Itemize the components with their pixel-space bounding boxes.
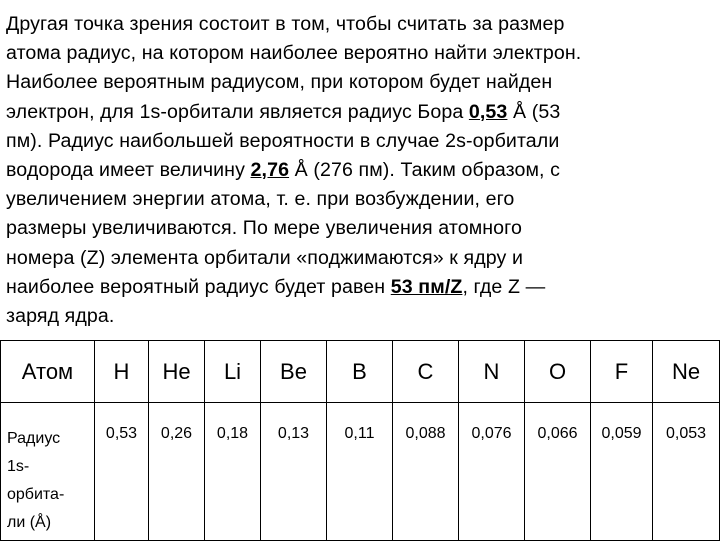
text-segment: Наиболее вероятным радиусом, при котором будет найден	[6, 71, 553, 94]
text-line	[6, 127, 712, 156]
radius-cell: 0,076	[459, 403, 525, 541]
radius-cell: 0,053	[653, 403, 720, 541]
text-line	[6, 156, 712, 185]
row-label-line: Радиус	[7, 430, 61, 447]
text-segment: заряд ядра.	[6, 305, 115, 328]
text-line	[6, 98, 712, 127]
text-line	[6, 302, 712, 331]
text-line	[6, 68, 712, 97]
text-line	[6, 185, 712, 214]
element-cell: N	[459, 341, 525, 403]
text-line	[6, 10, 712, 39]
text-segment: Å (276 пм). Таким образом, с	[289, 159, 561, 182]
radius-cell: 0,11	[327, 403, 393, 541]
element-cell: C	[393, 341, 459, 403]
text-line	[6, 39, 712, 68]
header-label-atom: Атом	[1, 341, 95, 403]
text-segment: размеры увеличиваются. По мере увеличения атомного	[6, 217, 522, 240]
text-line	[6, 214, 712, 243]
row-label-line: ли (Å)	[7, 514, 52, 531]
emphasized-value: 53 пм/Z	[390, 275, 463, 298]
row-label-line: орбита-	[7, 486, 65, 503]
radius-cell: 0,066	[525, 403, 591, 541]
text-segment: , где Z —	[462, 275, 546, 298]
element-cell: B	[327, 341, 393, 403]
element-cell: He	[149, 341, 205, 403]
text-segment: пм). Радиус наибольшей вероятности в случае 2s-орбитали	[6, 129, 560, 152]
text-segment: Другая точка зрения состоит в том, чтобы считать за размер	[6, 13, 565, 35]
text-segment: наиболее вероятный радиус будет равен	[6, 275, 391, 298]
element-cell: F	[591, 341, 653, 403]
emphasized-value: 2,76	[250, 159, 290, 182]
element-cell: H	[95, 341, 149, 403]
radius-cell: 0,26	[149, 403, 205, 541]
main-paragraph	[6, 10, 712, 331]
row-label-radius	[1, 403, 95, 541]
element-cell: Be	[261, 341, 327, 403]
text-segment: Å (53	[507, 100, 561, 123]
row-label-line: 1s-	[7, 458, 30, 475]
text-segment: атома радиус, на котором наиболее вероятно найти электрон.	[6, 42, 582, 65]
text-segment: электрон, для 1s-орбитали является радиус Бора	[6, 100, 469, 123]
element-cell: O	[525, 341, 591, 403]
radius-cell: 0,059	[591, 403, 653, 541]
element-cell: Li	[205, 341, 261, 403]
text-segment: увеличением энергии атома, т. е. при возбуждении, его	[6, 188, 515, 211]
text-line	[6, 273, 712, 302]
radius-cell: 0,53	[95, 403, 149, 541]
radius-cell: 0,088	[393, 403, 459, 541]
text-segment: номера (Z) элемента орбитали «поджимаются» к ядру и	[6, 246, 524, 269]
radius-cell: 0,18	[205, 403, 261, 541]
orbital-radius-table	[0, 340, 720, 541]
emphasized-value: 0,53	[468, 100, 508, 123]
table-radius-row	[1, 403, 720, 541]
text-segment: водорода имеет величину	[6, 159, 251, 182]
table-header-row	[1, 341, 720, 403]
element-cell: Ne	[653, 341, 720, 403]
radius-cell: 0,13	[261, 403, 327, 541]
text-line	[6, 244, 712, 273]
